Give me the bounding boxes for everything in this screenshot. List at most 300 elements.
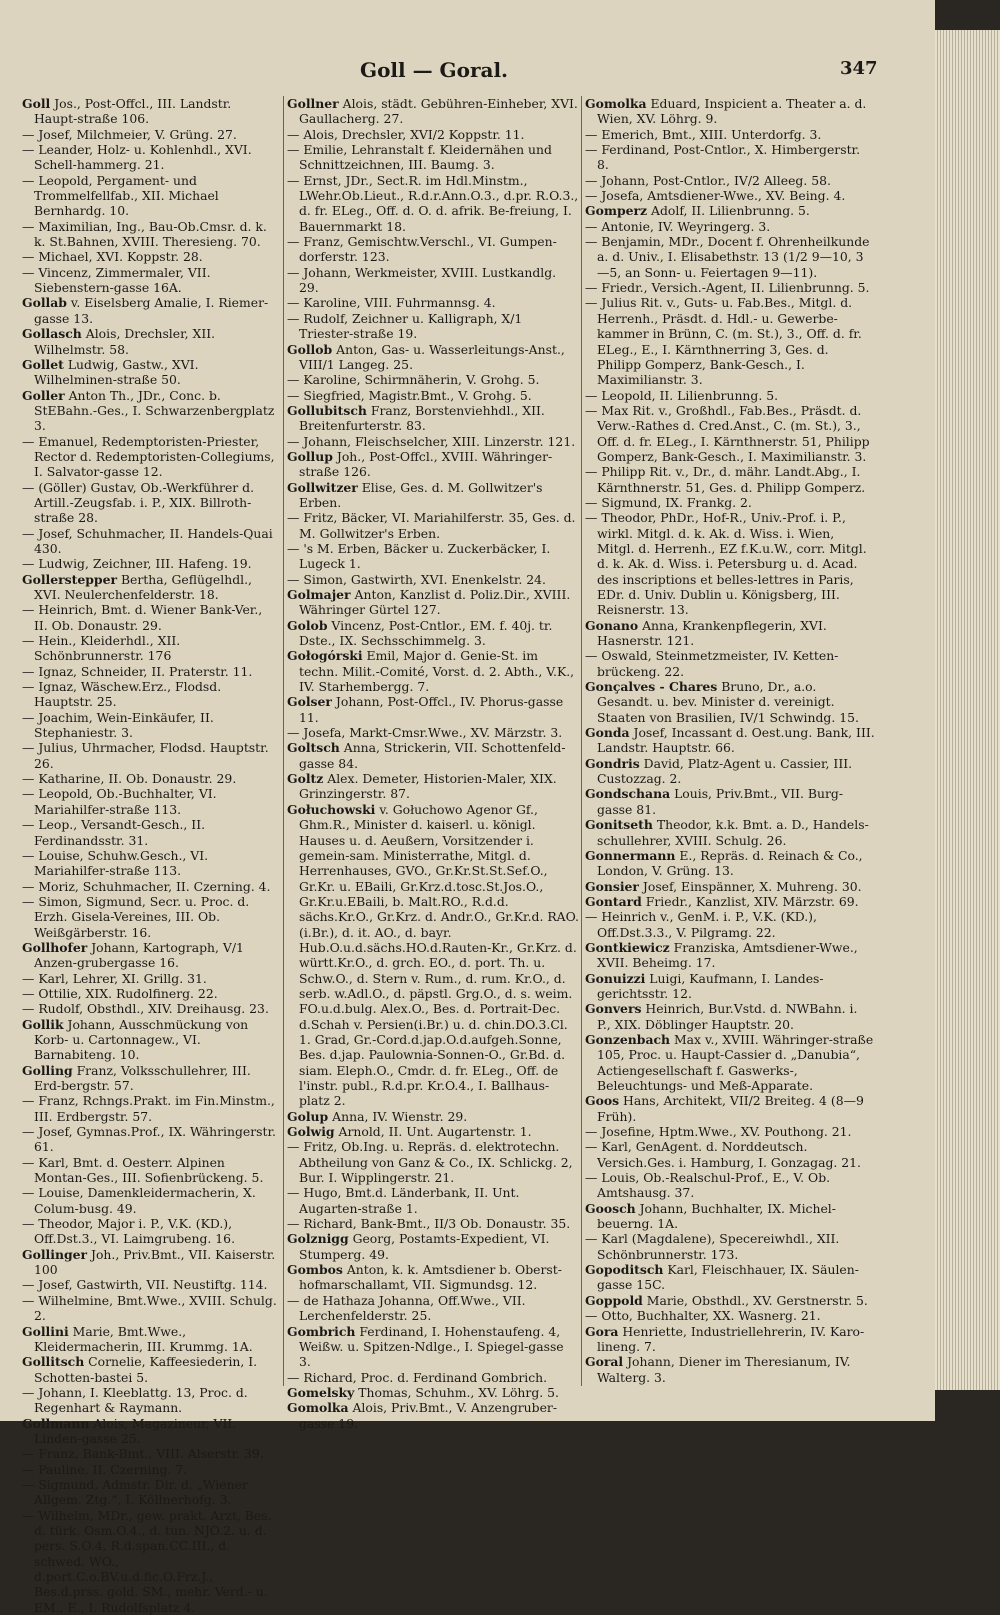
entry-surname: Gora xyxy=(585,1323,619,1339)
entry-details: — Benjamin, MDr., Docent f. Ohrenheilkunde a. d. Univ., I. Elisabethstr. 13 (1/2 9—10, 3—5, an Sonn- u. Feiertagen 9—11). xyxy=(585,234,874,280)
entry-details: Alois, Drechsler, XII. Wilhelmstr. 58. xyxy=(34,326,220,357)
entry-details: — Johann, Fleischselcher, XIII. Linzerstr. 121. xyxy=(287,433,576,449)
entry-details: Thomas, Schuhm., XV. Löhrg. 5. xyxy=(354,1384,559,1400)
entry-details: Johann, Post-Offcl., IV. Phorus-gasse 11. xyxy=(299,694,568,725)
directory-entry xyxy=(22,940,278,971)
entry-surname: Golznigg xyxy=(287,1231,349,1247)
directory-entry xyxy=(22,1001,278,1016)
entry-details: Alex. Demeter, Historien-Maler, XIX. Grinzingerstr. 87. xyxy=(299,771,561,802)
directory-entry xyxy=(585,971,875,1002)
directory-entry xyxy=(585,127,875,142)
entry-details: — Franz, Bank-Bmt., VIII. Alserstr. 39. xyxy=(22,1446,264,1462)
entry-details: Cornelie, Kaffeesiederin, I. Schotten-bastei 5. xyxy=(34,1354,262,1385)
entry-surname: Gonsier xyxy=(585,878,639,894)
entry-details: — Johann, I. Kleeblattg. 13, Proc. d. Regenhart & Raymann. xyxy=(22,1384,252,1416)
entry-details: — Rudolf, Obsthdl., XIV. Dreihausg. 23. xyxy=(22,1001,269,1017)
entry-surname: Gonçalves - Chares xyxy=(585,679,718,695)
entry-details: Karl, Fleischhauer, IX. Säulen-gasse 15C. xyxy=(597,1262,859,1293)
directory-entry xyxy=(22,1385,278,1416)
entry-surname: Goltz xyxy=(287,771,324,787)
entry-details: Anna, Strickerin, VII. Schottenfeld-gasse 84. xyxy=(299,740,566,771)
entry-surname: Goppold xyxy=(585,1292,643,1308)
directory-entry xyxy=(585,894,875,909)
entry-surname: Gollitsch xyxy=(22,1354,85,1370)
directory-entry xyxy=(22,388,278,434)
entry-surname: Gomelsky xyxy=(287,1384,355,1400)
entry-details: Josef, Einspänner, X. Muhreng. 30. xyxy=(638,878,862,894)
entry-details: Alois, städt. Gebühren-Einheber, XVI. Gaullacherg. 27. xyxy=(299,96,582,127)
directory-entry xyxy=(287,1293,579,1324)
entry-surname: Gonano xyxy=(585,617,639,633)
entry-surname: Gollubitsch xyxy=(287,402,367,418)
directory-entry xyxy=(22,1017,278,1063)
entry-details: — Friedr., Versich.-Agent, II. Lilienbrunng. 5. xyxy=(585,280,870,296)
directory-entry xyxy=(585,879,875,894)
entry-surname: Gomolka xyxy=(585,96,647,111)
directory-entry xyxy=(585,188,875,203)
entry-surname: Golling xyxy=(22,1062,73,1078)
entry-surname: Gontard xyxy=(585,893,642,909)
entry-surname: Gombrich xyxy=(287,1323,356,1339)
entry-details: — Franz, Gemischtw.Verschl., VI. Gumpen-dorferstr. 123. xyxy=(287,234,557,265)
column-divider xyxy=(581,96,582,1386)
directory-entry xyxy=(287,96,582,127)
entry-surname: Goltsch xyxy=(287,740,340,756)
entry-surname: Gontkiewicz xyxy=(585,939,670,955)
entry-details: — Johann, Post-Cntlor., IV/2 Alleeg. 58. xyxy=(585,172,831,188)
entry-details: Luigi, Kaufmann, I. Landes-gerichtsstr. 12. xyxy=(597,970,824,1001)
directory-entry xyxy=(585,940,875,971)
entry-details: — Ernst, JDr., Sect.R. im Hdl.Minstm., LWehr.Ob.Lieut., R.d.r.Ann.O.3., d.pr. R.O.3., d. fr. ELeg., Off. d. O. d. afrik. Be-freiung, I. Bauernmarkt 18. xyxy=(287,172,583,234)
directory-entry xyxy=(585,1124,875,1139)
directory-entry xyxy=(22,633,278,664)
directory-entry xyxy=(22,1155,278,1186)
entry-details: — Theodor, PhDr., Hof-R., Univ.-Prof. i. P., wirkl. Mitgl. d. k. Ak. d. Wiss. i. Wien, Mitgl. d. Herrenh., EZ f.K.u.W., corr. Mitgl. d. k. Ak. d. Wiss. i. Petersburg u. d. Acad. des inscriptions et belles-lettres in Paris, EDr. d. Univ. Dublin u. Königsberg, III. Reisnerstr. 13. xyxy=(585,510,871,618)
entry-details: — Fritz, Bäcker, VI. Mariahilferstr. 35, Ges. d. M. Gollwitzer's Erben. xyxy=(287,510,580,541)
page-header xyxy=(0,58,935,88)
directory-entry xyxy=(287,587,579,618)
entry-surname: Gopoditsch xyxy=(585,1262,664,1278)
directory-entry xyxy=(22,786,278,817)
entry-surname: Gombos xyxy=(287,1262,343,1278)
entry-details: — Simon, Gastwirth, XVI. Enenkelstr. 24. xyxy=(287,571,546,587)
directory-entry xyxy=(585,786,875,817)
directory-entry xyxy=(585,280,875,295)
entry-surname: Gonvers xyxy=(585,1001,642,1017)
entry-details: Anna, Krankenpflegerin, XVI. Hasnerstr. 121. xyxy=(597,617,831,649)
entry-details: — Oswald, Steinmetzmeister, IV. Ketten-brückeng. 22. xyxy=(585,648,839,679)
directory-entry xyxy=(287,449,579,480)
entry-details: Vincenz, Post-Cntlor., EM. f. 40j. tr. Dste., IX. Sechsschimmelg. 3. xyxy=(299,617,557,649)
entry-surname: Goll xyxy=(22,96,51,111)
directory-entry xyxy=(585,203,875,218)
directory-entry xyxy=(287,1231,579,1262)
entry-details: Franz, Volksschullehrer, III. Erd-bergstr. 57. xyxy=(34,1062,255,1093)
entry-details: — 's M. Erben, Bäcker u. Zuckerbäcker, I. Lugeck 1. xyxy=(287,540,555,572)
entry-surname: Golwig xyxy=(287,1124,335,1140)
directory-entry xyxy=(287,1216,579,1231)
directory-entry xyxy=(22,894,278,940)
directory-entry xyxy=(22,879,278,894)
directory-entry xyxy=(585,1293,875,1308)
directory-entry xyxy=(585,219,875,234)
directory-entry xyxy=(585,848,875,879)
entry-details: — Philipp Rit. v., Dr., d. mähr. Landt.Abg., I. Kärnthnerstr. 51, Ges. d. Philipp Gomperz. xyxy=(585,464,866,495)
entry-details: — Louise, Schuhw.Gesch., VI. Mariahilfer-straße 113. xyxy=(22,847,213,879)
entry-details: Hans, Architekt, VII/2 Breiteg. 4 (8—9 Früh). xyxy=(597,1093,868,1124)
directory-entry xyxy=(585,817,875,848)
directory-entry xyxy=(22,96,278,127)
entry-surname: Goosch xyxy=(585,1200,636,1216)
entry-details: — (Göller) Gustav, Ob.-Werkführer d. Artill.-Zeugsfab. i. P., XIX. Billroth-straße 28. xyxy=(22,479,258,526)
entry-details: Alois, Priv.Bmt., V. Anzengruber-gasse 19. xyxy=(299,1400,558,1431)
directory-entry xyxy=(287,311,579,342)
entry-details: Arnold, II. Unt. Augartenstr. 1. xyxy=(334,1124,532,1140)
entry-details: Emil, Major d. Genie-St. im techn. Milit.-Comité, Vorst. d. 2. Abth., V.K., IV. Starhembergg. 7. xyxy=(299,648,579,695)
entry-details: — Karoline, VIII. Fuhrmannsg. 4. xyxy=(287,295,496,311)
directory-entry xyxy=(22,1477,278,1508)
directory-entry xyxy=(585,1324,875,1355)
directory-entry xyxy=(22,1124,278,1155)
directory-entry xyxy=(22,326,278,357)
entry-surname: Gollerstepper xyxy=(22,571,117,587)
directory-entry xyxy=(22,357,278,388)
entry-details: Josef, Incassant d. Oest.ung. Bank, III. Landstr. Hauptstr. 66. xyxy=(597,725,879,756)
entry-surname: Gollet xyxy=(22,356,64,372)
entry-surname: Gollini xyxy=(22,1323,69,1339)
entry-surname: Gollup xyxy=(287,448,333,464)
directory-entry xyxy=(287,434,579,449)
entry-details: v. Gołuchowo Agenor Gf., Ghm.R., Minister d. kaiserl. u. königl. Hauses u. d. Aeußern, Vorsitzender i. gemein-sam. Ministerrathe, Mitgl. d. Herrenhauses, GVO., Gr.Kr.St.St.Sef.O., Gr.Kr. u. EBaili, Gr.Krz.d.tosc.St.Jos.O., Gr.Kr.u.EBaili, b. Malt.RO., R.d.d. sächs.Kr.O., Gr.Krz. d. Andr.O., Gr.Kr.d. RAO.(i.Br.), d. it. AO., d. bayr. Hub.O.u.d.sächs.HO.d.Rauten-Kr., Gr.Krz. d. württ.Kr.O., d. grch. EO., d. port. Th. u. Schw.O., d. Stern v. Rum., d. rum. Kr.O., d. serb. w.Adl.O., d. päpstl. Grg.O., d. s. weim. FO.u.d.bulg. Alex.O., Bes. d. Portrait-Dec. d.Schah v. Persien(i.Br.) u. d. chin.DO.3.Cl. 1. Grad, Gr.-Cord.d.jap.O.d.aufgeh.Sonne, Bes. d.jap. Paulownia-Sonnen-O., Gr.Bd. d. siam. Eleph.O., Cmdr. d. fr. ELeg., Off. de l'instr. publ., R.d.pr. Kr.O.4., I. Ballhaus-platz 2. xyxy=(299,801,581,1109)
entry-surname: Gołogórski xyxy=(287,648,363,664)
directory-entry xyxy=(22,1185,278,1216)
directory-entry xyxy=(287,802,579,1109)
directory-entry xyxy=(585,756,875,787)
entry-details: — Sigmund, Admstr. Dir. d. „Wiener Allgem. Ztg.“, I. Köllnerhofg. 3. xyxy=(22,1476,252,1508)
directory-entry xyxy=(22,664,278,679)
entry-details: — Fritz, Ob.Ing. u. Repräs. d. elektrotechn. Abtheilung von Ganz & Co., IX. Schlickg. 2, Bur. I. Wipplingerstr. 21. xyxy=(287,1139,577,1186)
entry-details: Theodor, k.k. Bmt. a. D., Handels-schullehrer, XVIII. Schulg. 26. xyxy=(597,817,869,848)
page-edge xyxy=(935,30,1000,1390)
directory-entry xyxy=(22,1292,281,1324)
directory-entry xyxy=(585,1308,875,1323)
directory-entry xyxy=(22,1446,278,1461)
entry-details: — Josefa, Markt-Cmsr.Wwe., XV. Märzstr. 3. xyxy=(287,725,563,741)
entry-details: — Leop., Versandt-Gesch., II. Ferdinandsstr. 31. xyxy=(22,817,209,848)
entry-surname: Gollhofer xyxy=(22,939,88,955)
directory-entry xyxy=(287,172,583,234)
entry-details: — Siegfried, Magistr.Bmt., V. Grohg. 5. xyxy=(287,387,532,403)
directory-entry xyxy=(585,1170,875,1201)
entry-details: Bertha, Geflügelhdl., XVI. Neulerchenfelderstr. 18. xyxy=(34,571,256,602)
entry-details: — Theodor, Major i. P., V.K. (KD.), Off.Dst.3., VI. Laimgrubeng. 16. xyxy=(22,1216,237,1247)
entry-surname: Golob xyxy=(287,617,328,633)
directory-entry xyxy=(287,694,579,725)
directory-entry xyxy=(585,510,875,617)
entry-details: — Leopold, II. Lilienbrunng. 5. xyxy=(585,387,779,403)
entry-details: — Hugo, Bmt.d. Länderbank, II. Unt. Augarten-straße 1. xyxy=(287,1185,524,1216)
entry-details: — Josefa, Amtsdiener-Wwe., XV. Being. 4. xyxy=(585,188,846,204)
directory-entry xyxy=(22,265,278,296)
entry-surname: Goral xyxy=(585,1354,624,1370)
directory-entry xyxy=(287,142,579,173)
entry-details: Anton, k. k. Amtsdiener b. Oberst-hofmarschallamt, VII. Sigmundsg. 12. xyxy=(299,1262,562,1293)
entry-surname: Gollik xyxy=(22,1016,64,1032)
entry-surname: Gollob xyxy=(287,341,333,357)
entry-details: — Wilhelm, MDr., gew. prakt. Arzt, Bes. d. türk. Osm.O.4., d. tun. NJO.2. u. d. pers. S.O.4, R.d.span.CC.III., d. schwed. WO., d.port.C.o.BV.u.d.fic.O.Frz.J., Bes.d.prss. gold. SM., mehr. Verd.- u. EM., E., I. Rudolfsplatz 4. xyxy=(22,1507,276,1615)
entry-details: — Emilie, Lehranstalt f. Kleidernähen und Schnittzeichnen, III. Baumg. 3. xyxy=(287,142,556,173)
entry-details: — Antonie, IV. Weyringerg. 3. xyxy=(585,218,771,234)
entry-details: Anton, Kanzlist d. Poliz.Dir., XVIII. Währinger Gürtel 127. xyxy=(299,587,575,618)
directory-entry xyxy=(585,618,875,649)
column-divider xyxy=(283,96,284,1386)
directory-entry xyxy=(22,127,278,142)
directory-entry xyxy=(585,464,875,495)
directory-entry xyxy=(287,342,579,373)
entry-surname: Gomolka xyxy=(287,1400,349,1416)
entry-details: Eduard, Inspicient a. Theater a. d. Wien, XV. Löhrg. 9. xyxy=(597,96,871,127)
directory-entry xyxy=(585,1031,878,1093)
entry-details: — Vincenz, Zimmermaler, VII. Siebenstern-gasse 16A. xyxy=(22,264,215,296)
directory-entry xyxy=(287,1370,579,1385)
entry-details: — Julius Rit. v., Guts- u. Fab.Bes., Mitgl. d. Herrenh., Präsdt. d. Hdl.- u. Gewerbe-kammer in Brünn, C. (m. St.), 3., Off. d. fr. ELeg., E., I. Kärnthnerring 3, Ges. d. Philipp Gomperz, Bank-Gesch., I. Maximilianstr. 3. xyxy=(585,295,866,388)
directory-entry xyxy=(22,556,278,571)
directory-entry xyxy=(22,526,278,557)
entry-surname: Golser xyxy=(287,694,332,710)
directory-entry xyxy=(287,725,579,740)
entry-details: Marie, Bmt.Wwe., Kleidermacherin, III. Krummg. 1A. xyxy=(34,1323,253,1354)
directory-entry xyxy=(585,648,875,679)
entry-details: Ludwig, Gastw., XVI. Wilhelminen-straße 50. xyxy=(34,356,203,388)
entry-details: — Johann, Werkmeister, XVIII. Lustkandlg. 29. xyxy=(287,264,561,296)
directory-entry xyxy=(585,96,875,127)
directory-entry xyxy=(585,295,875,387)
entry-details: — Ferdinand, Post-Cntlor., X. Himbergerstr. 8. xyxy=(585,142,864,173)
entry-details: Georg, Postamts-Expedient, VI. Stumperg. 49. xyxy=(299,1231,554,1262)
directory-entry xyxy=(585,403,875,464)
entry-surname: Gollinger xyxy=(22,1246,88,1262)
entry-details: — Karl, Lehrer, XI. Grillg. 31. xyxy=(22,970,207,986)
entry-details: — Maximilian, Ing., Bau-Ob.Cmsr. d. k. k. St.Bahnen, XVIII. Theresieng. 70. xyxy=(22,218,271,250)
directory-entry xyxy=(22,1508,278,1615)
entry-details: — Alois, Drechsler, XVI/2 Koppstr. 11. xyxy=(287,126,525,142)
directory-entry xyxy=(585,1201,875,1232)
directory-entry xyxy=(585,1262,875,1293)
directory-entry xyxy=(22,710,278,741)
directory-entry xyxy=(22,848,278,879)
entry-details: Alois, Magazineur, VII. Linden-gasse 25. xyxy=(34,1415,241,1446)
entry-details: Adolf, II. Lilienbrunng. 5. xyxy=(647,203,810,219)
entry-details: Johann, Diener im Theresianum, IV. Walterg. 3. xyxy=(597,1354,855,1385)
entry-surname: Gondris xyxy=(585,755,640,771)
entry-surname: Gollmann xyxy=(22,1415,90,1431)
entry-details: Ferdinand, I. Hohenstaufeng. 4, Weißw. u. Spitzen-Ndlge., I. Spiegel-gasse 3. xyxy=(299,1323,568,1370)
directory-entry xyxy=(287,234,579,265)
entry-details: — Karl, GenAgent. d. Norddeutsch. Versich.Ges. i. Hamburg, I. Gonzagag. 21. xyxy=(585,1139,861,1170)
entry-details: Jos., Post-Offcl., III. Landstr. Haupt-straße 106. xyxy=(34,96,236,127)
entry-details: — Wilhelmine, Bmt.Wwe., XVIII. Schulg. 2. xyxy=(22,1292,281,1324)
directory-entry xyxy=(22,817,278,848)
directory-entry xyxy=(287,648,579,694)
entry-details: — Franz, Rchngs.Prakt. im Fin.Minstm., III. Erdbergstr. 57. xyxy=(22,1093,279,1124)
entry-details: — Joachim, Wein-Einkäufer, II. Stephaniestr. 3. xyxy=(22,709,218,741)
directory-entry xyxy=(585,725,879,756)
directory-entry xyxy=(22,1247,278,1278)
directory-entry xyxy=(287,1262,579,1293)
entry-details: — Leopold, Pergament- und Trommelfellfab., XII. Michael Bernhardg. 10. xyxy=(22,172,223,219)
left-column xyxy=(22,96,281,1615)
directory-entry xyxy=(585,173,875,188)
directory-entry xyxy=(585,1354,875,1385)
entry-surname: Golup xyxy=(287,1108,329,1124)
entry-details: Anna, IV. Wienstr. 29. xyxy=(328,1108,468,1124)
entry-details: — Emanuel, Redemptoristen-Priester, Rector d. Redemptoristen-Collegiums, I. Salvator-gasse 12. xyxy=(22,433,279,480)
directory-entry xyxy=(22,1324,278,1355)
directory-entry xyxy=(22,1093,278,1124)
directory-entry xyxy=(287,388,579,403)
entry-details: — Richard, Proc. d. Ferdinand Gombrich. xyxy=(287,1369,548,1385)
entry-details: v. Eiselsberg Amalie, I. Riemer-gasse 13. xyxy=(34,295,269,326)
entry-surname: Gonda xyxy=(585,725,630,741)
entry-details: — Hein., Kleiderhdl., XII. Schönbrunnerstr. 176 xyxy=(22,633,185,664)
directory-entry xyxy=(287,1109,579,1124)
entry-details: — Louise, Damenkleidermacherin, X. Colum-busg. 49. xyxy=(22,1185,260,1216)
directory-entry xyxy=(22,1063,278,1094)
directory-entry xyxy=(22,173,278,219)
directory-entry xyxy=(22,434,278,480)
entry-details: — Josef, Gastwirth, VII. Neustiftg. 114. xyxy=(22,1277,268,1293)
entry-details: — Otto, Buchhalter, XX. Wasnerg. 21. xyxy=(585,1308,821,1324)
entry-details: — Karl (Magdalene), Specereiwhdl., XII. Schönbrunnerstr. 173. xyxy=(585,1231,844,1262)
directory-entry xyxy=(287,1385,579,1400)
entry-details: Elise, Ges. d. M. Gollwitzer's Erben. xyxy=(299,479,547,510)
entry-details: — Simon, Sigmund, Secr. u. Proc. d. Erzh. Gisela-Vereines, III. Ob. Weißgärberstr. 16. xyxy=(22,893,254,940)
entry-details: — Ignaz, Schneider, II. Praterstr. 11. xyxy=(22,663,253,679)
directory-entry xyxy=(287,265,579,296)
entry-details: — Josef, Gymnas.Prof., IX. Währingerstr. 61. xyxy=(22,1124,280,1155)
directory-entry xyxy=(287,295,579,310)
entry-details: — Sigmund, IX. Frankg. 2. xyxy=(585,494,752,510)
entry-details: — Julius, Uhrmacher, Flodsd. Hauptstr. 26. xyxy=(22,740,273,771)
entry-details: Joh., Priv.Bmt., VII. Kaiserstr. 100 xyxy=(34,1246,280,1278)
directory-entry xyxy=(22,1277,278,1292)
directory-entry xyxy=(22,679,278,710)
directory-entry xyxy=(22,986,278,1001)
entry-surname: Gollasch xyxy=(22,326,82,342)
entry-surname: Gollab xyxy=(22,295,67,311)
entry-details: Friedr., Kanzlist, XIV. Märzstr. 69. xyxy=(641,893,859,909)
entry-details: — Leander, Holz- u. Kohlenhdl., XVI. Schell-hammerg. 21. xyxy=(22,142,256,173)
directory-entry xyxy=(585,1139,875,1170)
entry-surname: Gonitseth xyxy=(585,817,653,833)
directory-entry xyxy=(585,1093,875,1124)
directory-entry xyxy=(287,127,579,142)
entry-details: Johann, Ausschmückung von Korb- u. Cartonnagew., VI. Barnabiteng. 10. xyxy=(34,1016,253,1063)
directory-entry xyxy=(287,572,579,587)
directory-entry xyxy=(22,1354,278,1385)
entry-surname: Goos xyxy=(585,1093,620,1109)
entry-details: — Josefine, Hptm.Wwe., XV. Pouthong. 21. xyxy=(585,1124,852,1140)
right-column xyxy=(585,96,879,1396)
entry-surname: Gonzenbach xyxy=(585,1031,671,1047)
directory-entry xyxy=(22,219,278,250)
directory-entry xyxy=(287,541,579,572)
directory-entry xyxy=(287,771,579,802)
directory-entry xyxy=(287,1139,579,1185)
directory-entry xyxy=(22,1462,278,1477)
directory-entry xyxy=(22,142,278,173)
entry-surname: Gomperz xyxy=(585,203,648,219)
directory-entry xyxy=(585,1001,875,1032)
entry-details: — Heinrich v., GenM. i. P., V.K. (KD.), Off.Dst.3.3., V. Pilgramg. 22. xyxy=(585,909,821,940)
entry-details: — Karl, Bmt. d. Oesterr. Alpinen Montan-Ges., III. Sofienbrückeng. 5. xyxy=(22,1154,264,1186)
entry-surname: Gondschana xyxy=(585,786,671,802)
directory-entry xyxy=(22,572,278,603)
entry-details: Marie, Obsthdl., XV. Gerstnerstr. 5. xyxy=(642,1292,868,1308)
directory-entry xyxy=(287,740,579,771)
entry-details: — Josef, Milchmeier, V. Grüng. 27. xyxy=(22,126,237,142)
entry-details: E., Repräs. d. Reinach & Co., London, V. Grüng. 13. xyxy=(597,847,867,879)
entry-surname: Gollwitzer xyxy=(287,479,358,495)
entry-details: — Karoline, Schirmnäherin, V. Grohg. 5. xyxy=(287,372,540,388)
directory-entry xyxy=(22,1216,278,1247)
directory-entry xyxy=(287,1185,579,1216)
directory-entry xyxy=(287,403,579,434)
entry-surname: Golmajer xyxy=(287,587,351,602)
entry-details: Bruno, Dr., a.o. Gesandt. u. bev. Minister d. vereinigt. Staaten von Brasilien, IV/1 Schwindg. 15. xyxy=(597,679,859,725)
entry-details: — Richard, Bank-Bmt., II/3 Ob. Donaustr. 35. xyxy=(287,1216,571,1232)
middle-column xyxy=(287,96,583,1431)
directory-entry xyxy=(287,480,579,511)
entry-details: Johann, Buchhalter, IX. Michel-beuerng. 1A. xyxy=(597,1200,836,1232)
entry-details: — Pauline, II. Czerning. 7. xyxy=(22,1461,188,1477)
directory-entry xyxy=(585,1231,875,1262)
entry-details: — Michael, XVI. Koppstr. 28. xyxy=(22,249,203,265)
directory-entry xyxy=(22,1416,278,1447)
directory-entry xyxy=(287,618,579,649)
directory-entry xyxy=(585,142,875,173)
entry-details: — Emerich, Bmt., XIII. Unterdorfg. 3. xyxy=(585,126,822,142)
directory-entry xyxy=(585,234,875,280)
entry-details: — de Hathaza Johanna, Off.Wwe., VII. Lerchenfelderstr. 25. xyxy=(287,1292,530,1324)
entry-details: — Rudolf, Zeichner u. Kalligraph, X/1 Triester-straße 19. xyxy=(287,310,527,342)
directory-entry xyxy=(287,1324,579,1370)
entry-details: Louis, Priv.Bmt., VII. Burg-gasse 81. xyxy=(597,786,844,817)
entry-details: — Ignaz, Wäschew.Erz., Flodsd. Hauptstr. 25. xyxy=(22,679,226,710)
entry-surname: Gollner xyxy=(287,96,339,111)
directory-entry xyxy=(22,480,278,526)
entry-details: Max v., XVIII. Währinger-straße 105, Proc. u. Haupt-Cassier d. „Danubia“, Actiengesellschaft f. Gaswerks-, Beleuchtungs- und Meß-Apparate. xyxy=(597,1031,878,1093)
entry-details: — Heinrich, Bmt. d. Wiener Bank-Ver., II. Ob. Donaustr. 29. xyxy=(22,602,267,633)
entry-details: — Leopold, Ob.-Buchhalter, VI. Mariahilfer-straße 113. xyxy=(22,786,221,817)
directory-entry xyxy=(22,771,278,786)
entry-details: — Louis, Ob.-Realschul-Prof., E., V. Ob. Amtshausg. 37. xyxy=(585,1170,835,1201)
entry-surname: Gołuchowski xyxy=(287,801,376,817)
directory-entry xyxy=(22,971,278,986)
page-number: 347 xyxy=(840,58,878,79)
entry-details: — Ottilie, XIX. Rudolfinerg. 22. xyxy=(22,985,218,1001)
entry-details: — Max Rit. v., Großhdl., Fab.Bes., Präsdt. d. Verw.-Rathes d. Cred.Anst., C. (m. St.), 3., Off. d. fr. ELeg., I. Kärnthnerstr. 51, Philipp Gomperz, Bank-Gesch., I. Maximilianstr. 3. xyxy=(585,402,874,464)
entry-details: Johann, Kartograph, V/1 Anzen-grubergasse 16. xyxy=(34,939,248,971)
entry-details: Joh., Post-Offcl., XVIII. Währinger-straße 126. xyxy=(299,448,553,480)
directory-entry xyxy=(585,909,875,940)
directory-entry xyxy=(287,372,579,387)
directory-entry xyxy=(287,510,579,541)
directory-entry xyxy=(22,602,278,633)
directory-entry xyxy=(22,249,278,264)
entry-surname: Gonnermann xyxy=(585,847,676,863)
entry-details: Henriette, Industriellehrerin, IV. Karo-lineng. 7. xyxy=(597,1323,865,1354)
